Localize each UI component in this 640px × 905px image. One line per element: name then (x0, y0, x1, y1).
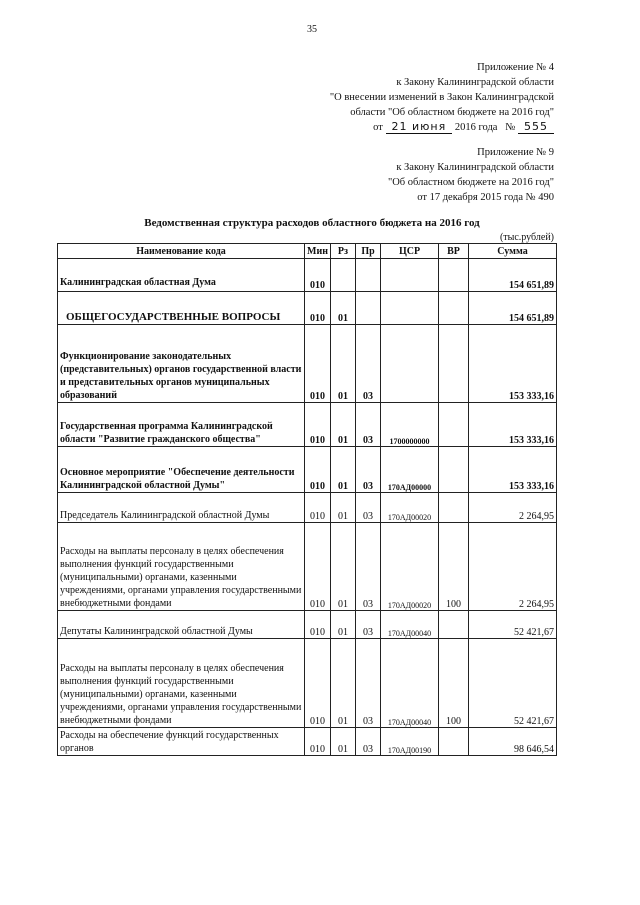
units-label: (тыс.рублей) (499, 232, 554, 243)
table-row (58, 639, 557, 728)
table-row (58, 728, 557, 756)
appendix-9-line4: от 17 декабря 2015 года № 490 (417, 192, 554, 203)
row-min: 010 (305, 325, 331, 403)
appendix-9-line1: Приложение № 9 (477, 147, 554, 158)
row-vr: 100 (439, 639, 469, 728)
appendix-9-header (388, 145, 554, 205)
row-vr: 100 (439, 523, 469, 611)
row-sum: 52 421,67 (469, 611, 557, 639)
col-header-rz: Рз (331, 244, 356, 259)
row-rz: 01 (331, 325, 356, 403)
row-name: Расходы на обеспечение функций государственных органов (58, 728, 305, 756)
row-csr: 1700000000 (381, 403, 439, 447)
table-header-row (58, 244, 557, 259)
row-min: 010 (305, 447, 331, 493)
row-name: Председатель Калининградской областной Думы (58, 493, 305, 523)
appendix-9-line2: к Закону Калининградской области (396, 162, 554, 173)
row-sum: 2 264,95 (469, 523, 557, 611)
row-name: Основное мероприятие "Обеспечение деятельности Калининградской областной Думы" (58, 447, 305, 493)
row-pr (356, 292, 381, 325)
row-pr: 03 (356, 447, 381, 493)
row-sum: 98 646,54 (469, 728, 557, 756)
row-name: Депутаты Калининградской областной Думы (58, 611, 305, 639)
row-pr: 03 (356, 611, 381, 639)
appendix-4-header (330, 60, 554, 135)
col-header-pr: Пр (356, 244, 381, 259)
row-sum: 153 333,16 (469, 325, 557, 403)
row-sum: 153 333,16 (469, 447, 557, 493)
row-min: 010 (305, 639, 331, 728)
col-header-sum: Сумма (469, 244, 557, 259)
row-rz (331, 259, 356, 292)
row-pr: 03 (356, 403, 381, 447)
row-rz: 01 (331, 611, 356, 639)
row-min: 010 (305, 292, 331, 325)
row-pr: 03 (356, 728, 381, 756)
row-pr: 03 (356, 523, 381, 611)
row-min: 010 (305, 403, 331, 447)
row-min: 010 (305, 523, 331, 611)
row-rz: 01 (331, 447, 356, 493)
col-header-min: Мин (305, 244, 331, 259)
page-number: 35 (307, 24, 317, 35)
ot-label: от (373, 122, 383, 133)
row-pr: 03 (356, 639, 381, 728)
row-sum: 154 651,89 (469, 292, 557, 325)
appendix-4-date-line (330, 120, 554, 135)
col-header-vr: ВР (439, 244, 469, 259)
row-sum: 153 333,16 (469, 403, 557, 447)
table-row (58, 403, 557, 447)
row-sum: 154 651,89 (469, 259, 557, 292)
row-vr (439, 728, 469, 756)
row-rz: 01 (331, 523, 356, 611)
row-csr (381, 325, 439, 403)
row-csr: 170АД00040 (381, 611, 439, 639)
row-name: ОБЩЕГОСУДАРСТВЕННЫЕ ВОПРОСЫ (58, 292, 305, 325)
row-csr: 170АД00000 (381, 447, 439, 493)
row-name: Государственная программа Калининградской области "Развитие гражданского общества" (58, 403, 305, 447)
row-pr: 03 (356, 493, 381, 523)
row-vr (439, 403, 469, 447)
row-vr (439, 447, 469, 493)
row-csr: 170АД00020 (381, 523, 439, 611)
appendix-4-line1: Приложение № 4 (477, 62, 554, 73)
table-row (58, 259, 557, 292)
row-name: Расходы на выплаты персоналу в целях обеспечения выполнения функций государственными (муниципальными) органами, казенными учреждениями, органами управления государственными внебюджетными фондами (58, 523, 305, 611)
table-row (58, 325, 557, 403)
row-vr (439, 292, 469, 325)
appendix-4-line2: к Закону Калининградской области (396, 77, 554, 88)
row-vr (439, 493, 469, 523)
row-sum: 52 421,67 (469, 639, 557, 728)
col-header-name: Наименование кода (58, 244, 305, 259)
budget-table (57, 243, 557, 756)
row-rz: 01 (331, 403, 356, 447)
row-csr (381, 259, 439, 292)
row-vr (439, 325, 469, 403)
row-csr: 170АД00040 (381, 639, 439, 728)
row-name: Расходы на выплаты персоналу в целях обеспечения выполнения функций государственными (муниципальными) органами, казенными учреждениями, органами управления государственными внебюджетными фондами (58, 639, 305, 728)
row-rz: 01 (331, 639, 356, 728)
row-name: Функционирование законодательных (представительных) органов государственной власти и представительных органов муниципальных образований (58, 325, 305, 403)
table-row (58, 493, 557, 523)
row-csr: 170АД00190 (381, 728, 439, 756)
col-header-csr: ЦСР (381, 244, 439, 259)
row-name: Калининградская областная Дума (58, 259, 305, 292)
row-min: 010 (305, 259, 331, 292)
appendix-4-line4: области "Об областном бюджете на 2016 год" (350, 107, 554, 118)
year-label: 2016 года (454, 122, 498, 133)
table-row (58, 523, 557, 611)
number-sign: № (505, 122, 516, 133)
row-sum: 2 264,95 (469, 493, 557, 523)
table-row (58, 292, 557, 325)
row-pr (356, 259, 381, 292)
row-pr: 03 (356, 325, 381, 403)
appendix-4-line3: "О внесении изменений в Закон Калининградской (329, 92, 554, 103)
row-min: 010 (305, 728, 331, 756)
row-min: 010 (305, 493, 331, 523)
row-vr (439, 259, 469, 292)
table-row (58, 611, 557, 639)
table-row (58, 447, 557, 493)
row-csr: 170АД00020 (381, 493, 439, 523)
row-rz: 01 (331, 292, 356, 325)
handwritten-number: 555 (518, 121, 554, 134)
row-rz: 01 (331, 728, 356, 756)
row-vr (439, 611, 469, 639)
row-rz: 01 (331, 493, 356, 523)
document-title: Ведомственная структура расходов областного бюджета на 2016 год (144, 217, 480, 229)
appendix-9-line3: "Об областном бюджете на 2016 год" (387, 177, 554, 188)
handwritten-date: 21 июня (386, 121, 453, 134)
row-min: 010 (305, 611, 331, 639)
row-csr (381, 292, 439, 325)
